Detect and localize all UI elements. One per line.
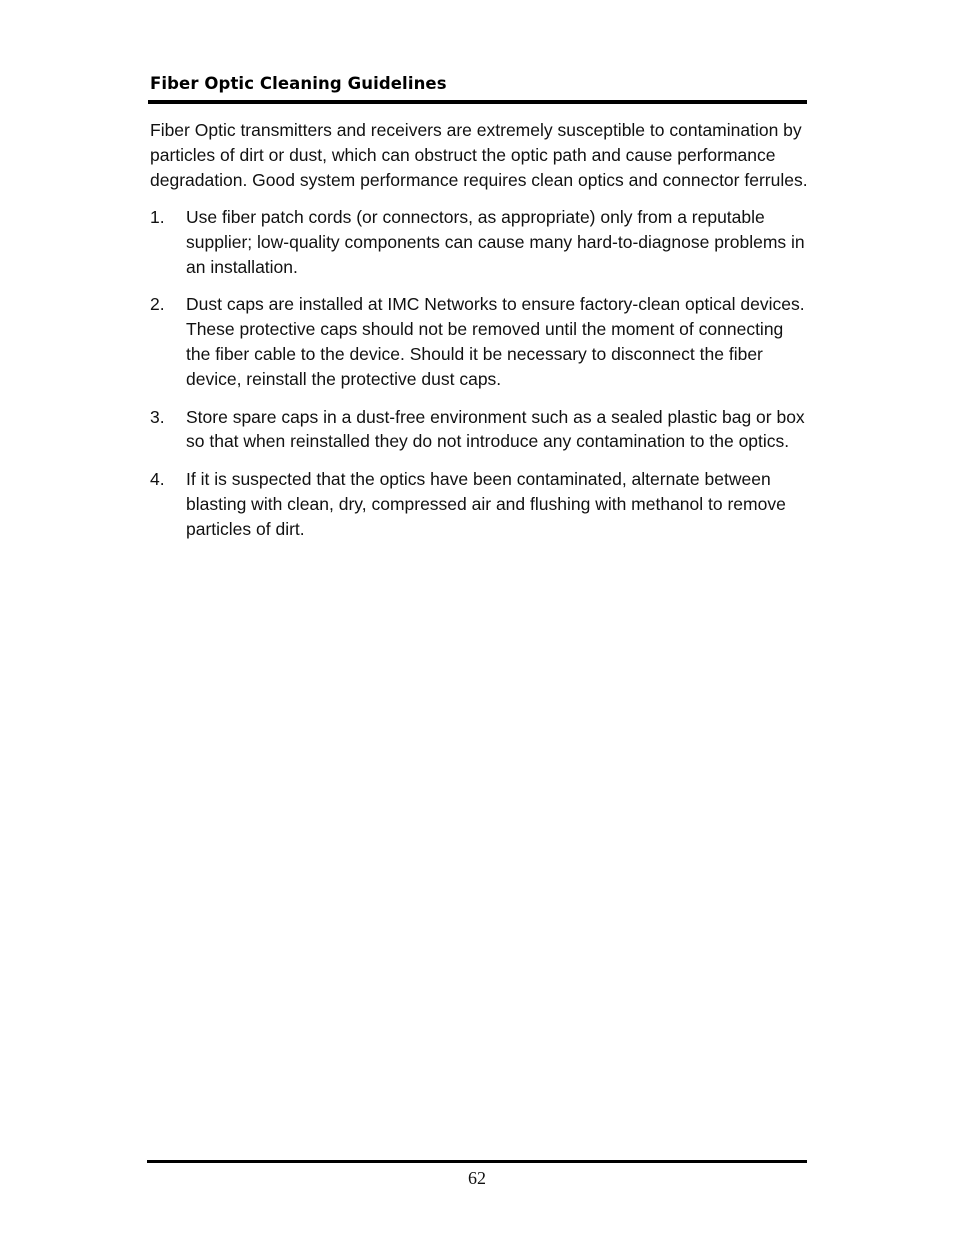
list-item-text: Store spare caps in a dust-free environment such as a sealed plastic bag or box so that when reinstalled they do not introduce any contamination to the optics. (186, 406, 805, 452)
list-item (150, 205, 810, 279)
list-item-text: If it is suspected that the optics have been contaminated, alternate between blasting with clean, dry, compressed air and flushing with methanol to remove particles of dirt. (186, 469, 786, 539)
list-item-text: Dust caps are installed at IMC Networks to ensure factory-clean optical devices. These protective caps should not be removed until the moment of connecting the fiber cable to the device. Should it be necessary to disconnect the fiber device, reinstall the protective dust caps. (186, 294, 805, 389)
intro-paragraph: Fiber Optic transmitters and receivers are extremely susceptible to contamination by particles of dirt or dust, which can obstruct the optic path and cause performance degradation. Good system performance requires clean optics and connector ferrules. (150, 120, 808, 190)
list-item-text: Use fiber patch cords (or connectors, as appropriate) only from a reputable supplier; low-quality components can cause many hard-to-diagnose problems in an installation. (186, 207, 805, 277)
list-item-number: 2. (150, 294, 165, 315)
list-item-number: 3. (150, 406, 165, 427)
list-item (150, 467, 810, 541)
footer-rule (147, 1160, 807, 1163)
page-number: 62 (468, 1168, 486, 1188)
list-item-number: 1. (150, 207, 165, 227)
page-title: Fiber Optic Cleaning Guidelines (150, 74, 447, 93)
list-item-number: 4. (150, 469, 165, 490)
title-rule (148, 100, 807, 104)
list-item (150, 405, 810, 455)
list-item (150, 292, 810, 391)
cleaning-guidelines-list (150, 205, 810, 555)
